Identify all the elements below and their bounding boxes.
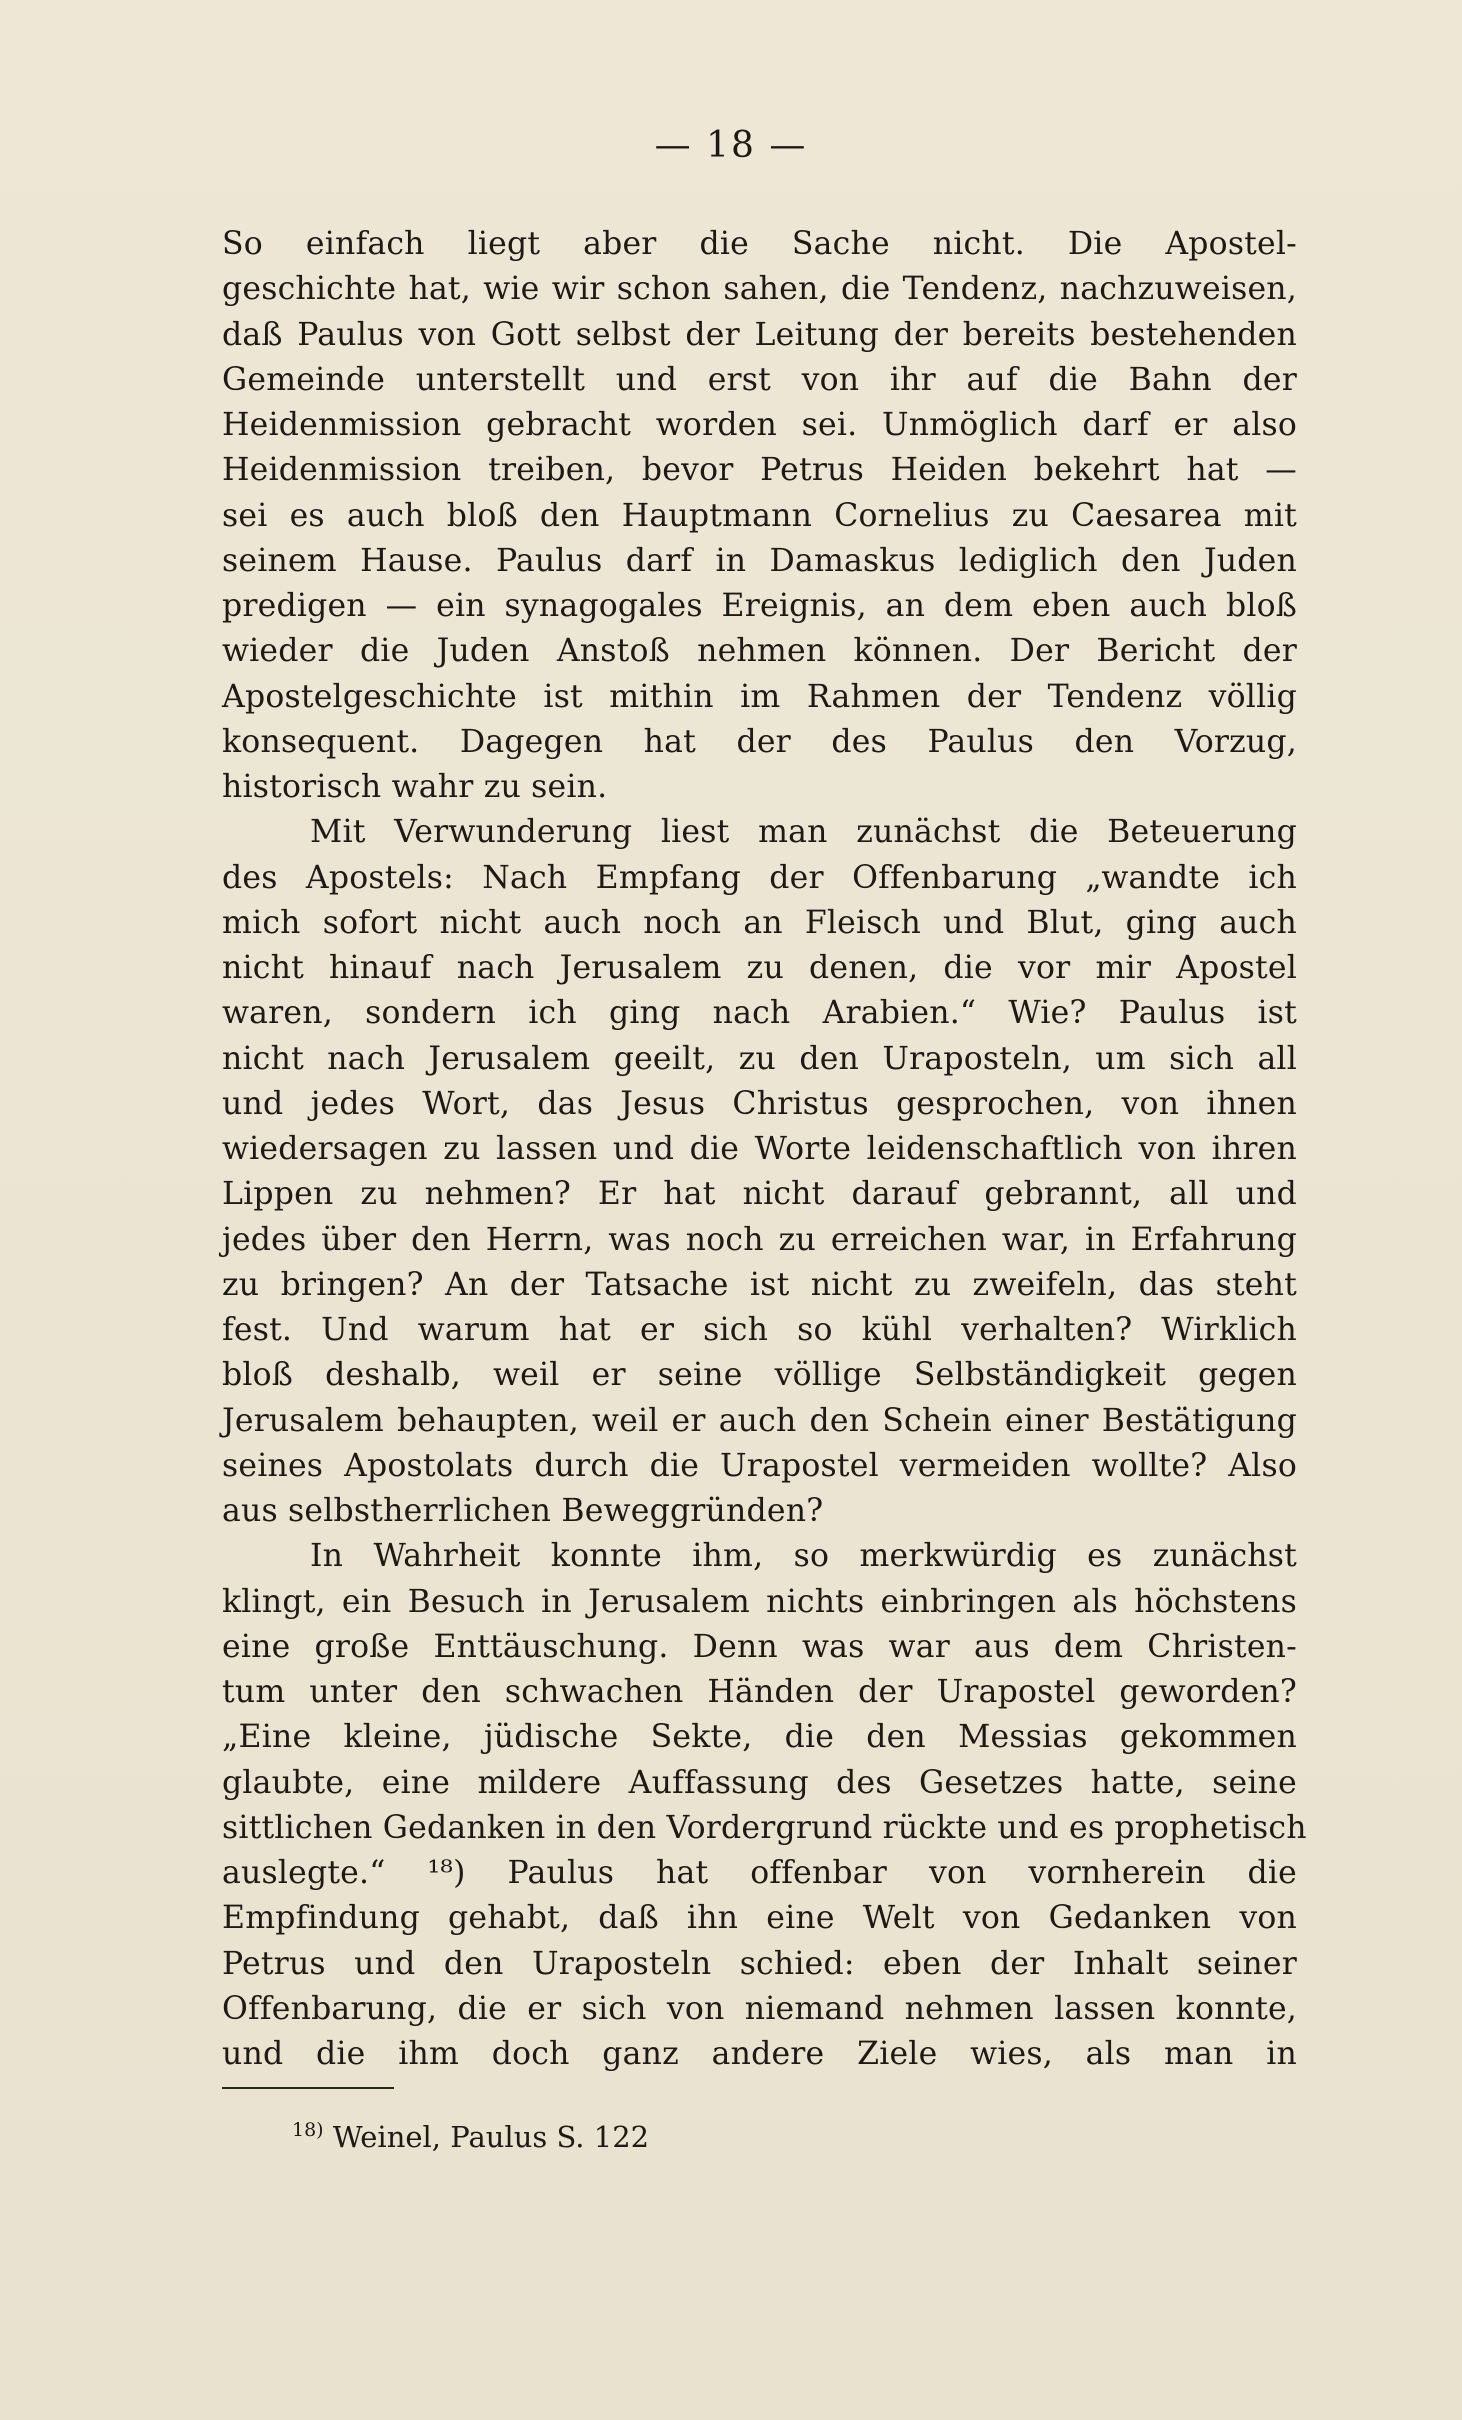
- text-line: aus selbstherrlichen Beweggründen?: [222, 1493, 824, 1529]
- text-line: jedes über den Herrn, was noch zu erreichen war, in Erfahrung: [222, 1221, 1297, 1258]
- text-line: mich sofort nicht auch noch an Fleisch und Blut, ging auch: [222, 904, 1297, 941]
- text-line: seinem Hause. Paulus darf in Damaskus lediglich den Juden: [222, 542, 1297, 579]
- text-line: eine große Enttäuschung. Denn was war aus dem Christen-: [222, 1628, 1297, 1665]
- text-line: auslegte.“ ¹⁸) Paulus hat offenbar von vornherein die: [222, 1855, 1297, 1891]
- footnote-text: Weinel, Paulus S. 122: [332, 2120, 650, 2154]
- text-line: bloß deshalb, weil er seine völlige Selbständigkeit gegen: [222, 1357, 1297, 1394]
- text-line: Heidenmission gebracht worden sei. Unmöglich darf er also: [222, 407, 1297, 443]
- text-line: nicht hinauf nach Jerusalem zu denen, die vor mir Apostel: [222, 950, 1297, 986]
- text-line: des Apostels: Nach Empfang der Offenbarung „wandte ich: [222, 859, 1297, 896]
- text-line: wieder die Juden Anstoß nehmen können. Der Bericht der: [222, 633, 1297, 670]
- text-line: So einfach liegt aber die Sache nicht. Die Apostel-: [222, 226, 1297, 262]
- text-line: konsequent. Dagegen hat der des Paulus den Vorzug,: [222, 723, 1297, 760]
- text-line: Mit Verwunderung liest man zunächst die Beteuerung: [310, 814, 1297, 851]
- text-line: sei es auch bloß den Hauptmann Cornelius zu Caesarea mit: [222, 497, 1297, 534]
- text-line: Apostelgeschichte ist mithin im Rahmen der Tendenz völlig: [222, 678, 1297, 715]
- text-line: und jedes Wort, das Jesus Christus gesprochen, von ihnen: [222, 1085, 1297, 1122]
- text-line: sittlichen Gedanken in den Vordergrund rückte und es prophetisch: [222, 1809, 1307, 1846]
- text-line: In Wahrheit konnte ihm, so merkwürdig es zunächst: [310, 1538, 1297, 1575]
- footnote: [292, 2110, 649, 2157]
- text-line: geschichte hat, wie wir schon sahen, die Tendenz, nachzuweisen,: [222, 271, 1297, 308]
- text-line: Jerusalem behaupten, weil er auch den Schein einer Bestätigung: [222, 1402, 1297, 1439]
- text-line: wiedersagen zu lassen und die Worte leidenschaftlich von ihren: [222, 1131, 1297, 1167]
- text-line: waren, sondern ich ging nach Arabien.“ Wie? Paulus ist: [222, 995, 1297, 1032]
- text-line: Petrus und den Uraposteln schied: eben der Inhalt seiner: [222, 1945, 1297, 1982]
- text-line: tum unter den schwachen Händen der Urapostel geworden?: [222, 1674, 1297, 1710]
- text-line: seines Apostolats durch die Urapostel vermeiden wollte? Also: [222, 1447, 1297, 1484]
- text-line: predigen — ein synagogales Ereignis, an dem eben auch bloß: [222, 588, 1297, 624]
- page-number: — 18 —: [654, 125, 808, 166]
- text-line: „Eine kleine, jüdische Sekte, die den Messias gekommen: [222, 1719, 1297, 1756]
- text-line: klingt, ein Besuch in Jerusalem nichts einbringen als höchstens: [222, 1583, 1297, 1620]
- text-line: Empfindung gehabt, daß ihn eine Welt von Gedanken von: [222, 1900, 1297, 1937]
- text-line: nicht nach Jerusalem geeilt, zu den Uraposteln, um sich all: [222, 1040, 1297, 1077]
- text-line: zu bringen? An der Tatsache ist nicht zu zweifeln, das steht: [222, 1266, 1297, 1303]
- text-line: Offenbarung, die er sich von niemand nehmen lassen konnte,: [222, 1990, 1297, 2027]
- text-line: Gemeinde unterstellt und erst von ihr auf die Bahn der: [222, 361, 1297, 398]
- text-line: historisch wahr zu sein.: [222, 769, 608, 805]
- text-line: und die ihm doch ganz andere Ziele wies, als man in: [222, 2036, 1297, 2072]
- text-line: Heidenmission treiben, bevor Petrus Heiden bekehrt hat —: [222, 452, 1297, 489]
- footnote-marker: 18): [292, 2119, 324, 2141]
- text-line: Lippen zu nehmen? Er hat nicht darauf gebrannt, all und: [222, 1176, 1297, 1213]
- text-line: fest. Und warum hat er sich so kühl verhalten? Wirklich: [222, 1312, 1297, 1348]
- footnote-divider: [222, 2087, 394, 2089]
- text-line: glaubte, eine mildere Auffassung des Gesetzes hatte, seine: [222, 1764, 1297, 1801]
- text-line: daß Paulus von Gott selbst der Leitung der bereits bestehenden: [222, 316, 1297, 353]
- body-text: [222, 222, 1307, 2077]
